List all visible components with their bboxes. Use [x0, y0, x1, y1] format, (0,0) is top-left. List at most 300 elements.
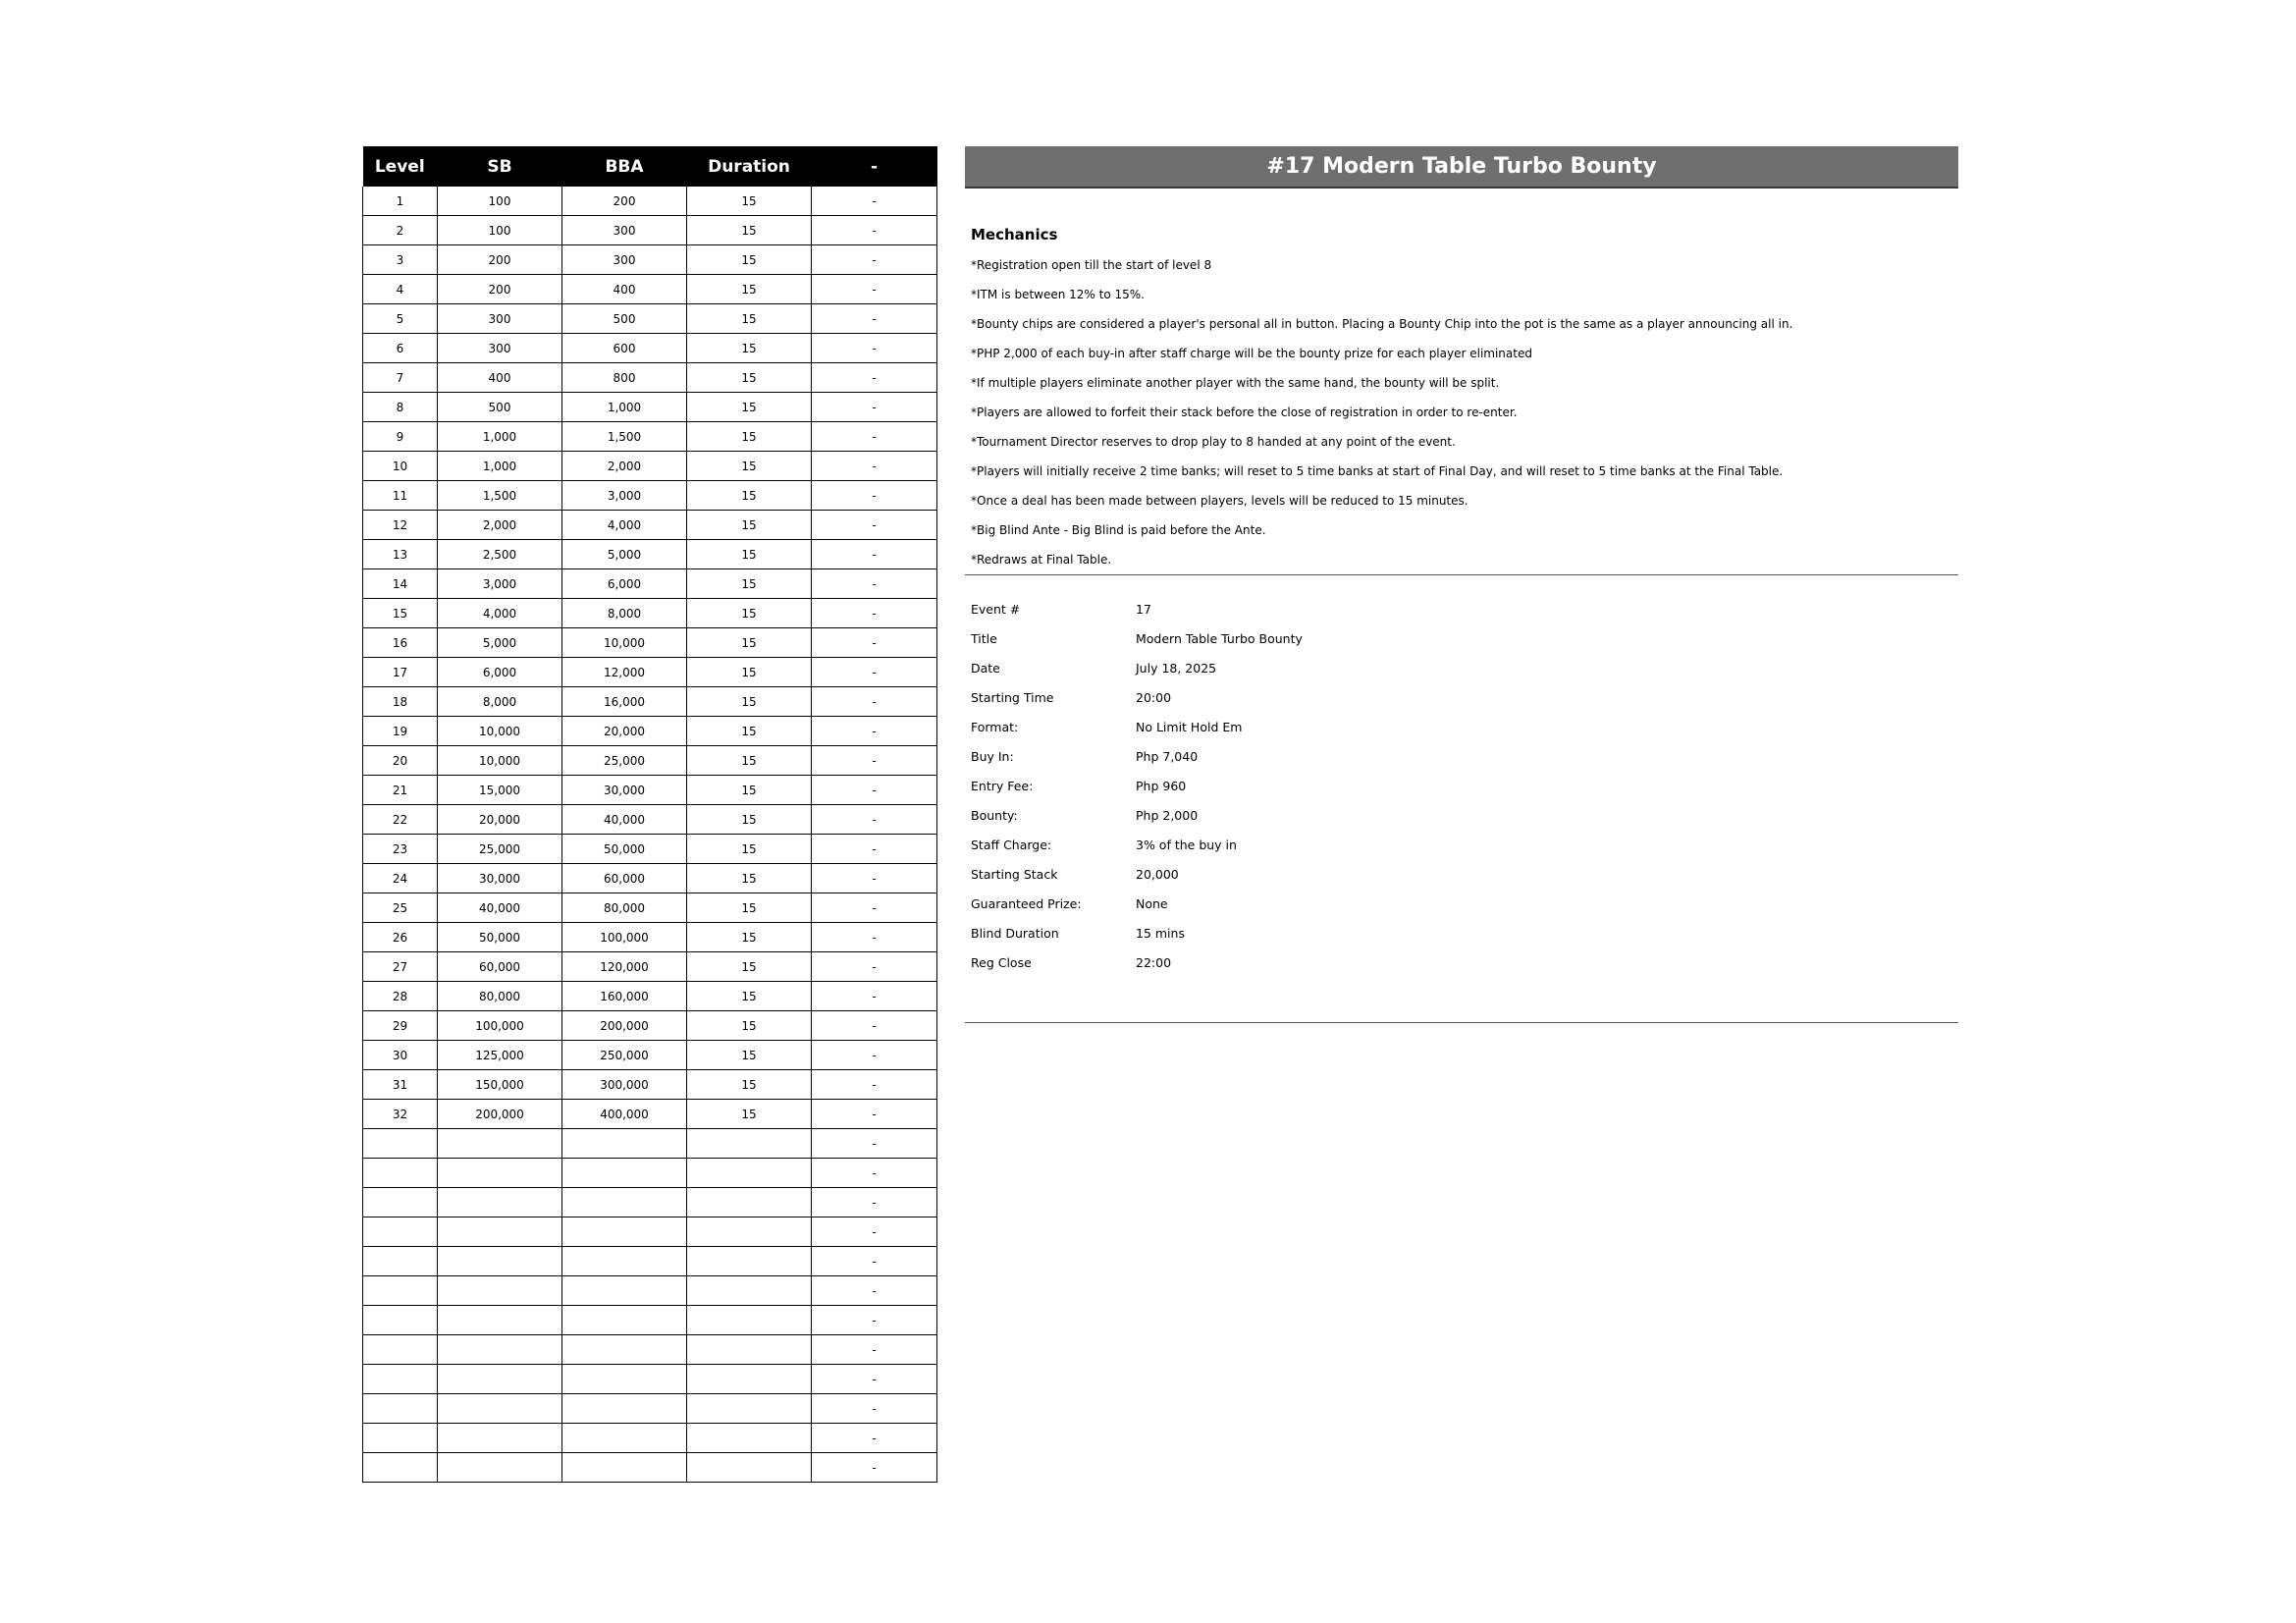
cell-level — [363, 1394, 438, 1424]
cell-sb: 1,500 — [438, 481, 562, 511]
cell-sb: 150,000 — [438, 1070, 562, 1100]
divider — [965, 1022, 1958, 1023]
mechanics-heading: Mechanics — [971, 226, 1058, 243]
table-row — [363, 923, 937, 952]
cell-sb — [438, 1394, 562, 1424]
cell-dash: - — [812, 1217, 937, 1247]
detail-value: Php 960 — [1136, 779, 1187, 793]
cell-duration: 15 — [687, 481, 812, 511]
cell-duration: 15 — [687, 334, 812, 363]
cell-duration: 15 — [687, 893, 812, 923]
cell-dash: - — [812, 1188, 937, 1217]
table-row — [363, 628, 937, 658]
cell-duration: 15 — [687, 805, 812, 835]
cell-bba: 200,000 — [562, 1011, 687, 1041]
table-row — [363, 569, 937, 599]
cell-sb: 40,000 — [438, 893, 562, 923]
detail-label: Format: — [971, 720, 1019, 734]
cell-sb — [438, 1129, 562, 1159]
cell-level: 29 — [363, 1011, 438, 1041]
cell-duration — [687, 1276, 812, 1306]
table-header-row — [363, 146, 937, 187]
cell-sb: 1,000 — [438, 452, 562, 481]
mechanics-section — [965, 223, 1958, 574]
cell-level: 5 — [363, 304, 438, 334]
cell-duration — [687, 1129, 812, 1159]
cell-sb — [438, 1247, 562, 1276]
detail-row — [971, 713, 1958, 742]
cell-dash: - — [812, 864, 937, 893]
cell-level: 1 — [363, 187, 438, 216]
detail-value: 20:00 — [1136, 690, 1172, 705]
mechanics-item: *Players will initially receive 2 time banks; will reset to 5 time banks at start of Final Day, and will reset to 5 time banks at the Final Table. — [971, 464, 1784, 478]
cell-dash: - — [812, 511, 937, 540]
table-row — [363, 599, 937, 628]
cell-bba: 100,000 — [562, 923, 687, 952]
mechanics-item: *Once a deal has been made between players, levels will be reduced to 15 minutes. — [971, 494, 1468, 508]
cell-dash: - — [812, 1424, 937, 1453]
cell-duration: 15 — [687, 776, 812, 805]
detail-value: 22:00 — [1136, 955, 1172, 970]
cell-dash: - — [812, 1453, 937, 1483]
cell-level: 23 — [363, 835, 438, 864]
cell-level: 16 — [363, 628, 438, 658]
table-row — [363, 746, 937, 776]
cell-duration — [687, 1188, 812, 1217]
mechanics-item: *ITM is between 12% to 15%. — [971, 288, 1145, 301]
table-row — [363, 1159, 937, 1188]
cell-bba — [562, 1188, 687, 1217]
detail-label: Blind Duration — [971, 926, 1059, 941]
table-row — [363, 363, 937, 393]
cell-sb: 2,000 — [438, 511, 562, 540]
table-row — [363, 1011, 937, 1041]
cell-bba: 160,000 — [562, 982, 687, 1011]
cell-bba: 50,000 — [562, 835, 687, 864]
detail-row — [971, 772, 1958, 801]
cell-dash: - — [812, 628, 937, 658]
cell-level: 10 — [363, 452, 438, 481]
cell-bba: 2,000 — [562, 452, 687, 481]
table-row — [363, 1217, 937, 1247]
cell-dash: - — [812, 569, 937, 599]
cell-bba: 20,000 — [562, 717, 687, 746]
cell-level — [363, 1306, 438, 1335]
cell-level — [363, 1276, 438, 1306]
cell-level: 19 — [363, 717, 438, 746]
cell-duration: 15 — [687, 245, 812, 275]
mechanics-item: *Big Blind Ante - Big Blind is paid before the Ante. — [971, 523, 1266, 537]
cell-level: 4 — [363, 275, 438, 304]
cell-duration — [687, 1335, 812, 1365]
cell-level: 7 — [363, 363, 438, 393]
cell-bba: 5,000 — [562, 540, 687, 569]
cell-sb: 80,000 — [438, 982, 562, 1011]
detail-row — [971, 831, 1958, 860]
mechanics-item: *Registration open till the start of level 8 — [971, 258, 1212, 272]
mechanics-item: *PHP 2,000 of each buy-in after staff charge will be the bounty prize for each player eliminated — [971, 347, 1532, 360]
table-row — [363, 540, 937, 569]
cell-level — [363, 1247, 438, 1276]
cell-dash: - — [812, 805, 937, 835]
mechanics-item: *Redraws at Final Table. — [971, 553, 1112, 567]
detail-label: Starting Stack — [971, 867, 1058, 882]
cell-sb: 50,000 — [438, 923, 562, 952]
cell-level: 14 — [363, 569, 438, 599]
cell-bba: 800 — [562, 363, 687, 393]
column-header-sb: SB — [438, 146, 562, 187]
cell-duration: 15 — [687, 393, 812, 422]
cell-dash: - — [812, 304, 937, 334]
cell-level: 8 — [363, 393, 438, 422]
cell-level: 18 — [363, 687, 438, 717]
table-row — [363, 1365, 937, 1394]
cell-bba: 12,000 — [562, 658, 687, 687]
table-row — [363, 393, 937, 422]
mechanics-item: *Bounty chips are considered a player's personal all in button. Placing a Bounty Chip into the pot is the same as a player announcing all in. — [971, 317, 1793, 331]
cell-sb — [438, 1159, 562, 1188]
cell-duration — [687, 1453, 812, 1483]
cell-sb: 1,000 — [438, 422, 562, 452]
detail-value: 20,000 — [1136, 867, 1179, 882]
cell-duration: 15 — [687, 216, 812, 245]
table-row — [363, 776, 937, 805]
cell-dash: - — [812, 1129, 937, 1159]
cell-sb: 3,000 — [438, 569, 562, 599]
cell-level: 25 — [363, 893, 438, 923]
detail-label: Date — [971, 661, 1000, 676]
cell-dash: - — [812, 1041, 937, 1070]
cell-level — [363, 1453, 438, 1483]
detail-row — [971, 683, 1958, 713]
table-row — [363, 481, 937, 511]
cell-bba: 60,000 — [562, 864, 687, 893]
cell-sb: 6,000 — [438, 658, 562, 687]
cell-level: 6 — [363, 334, 438, 363]
detail-value: Php 2,000 — [1136, 808, 1199, 823]
cell-dash: - — [812, 1276, 937, 1306]
cell-level — [363, 1217, 438, 1247]
cell-duration: 15 — [687, 835, 812, 864]
cell-level: 28 — [363, 982, 438, 1011]
cell-duration — [687, 1217, 812, 1247]
table-row — [363, 1306, 937, 1335]
table-row — [363, 452, 937, 481]
column-header-level: Level — [363, 146, 438, 187]
cell-duration: 15 — [687, 628, 812, 658]
cell-bba: 3,000 — [562, 481, 687, 511]
mechanics-list — [971, 250, 1958, 574]
cell-bba — [562, 1424, 687, 1453]
cell-sb: 20,000 — [438, 805, 562, 835]
cell-dash: - — [812, 1335, 937, 1365]
cell-sb: 200 — [438, 275, 562, 304]
cell-sb: 500 — [438, 393, 562, 422]
cell-dash: - — [812, 1070, 937, 1100]
cell-dash: - — [812, 1247, 937, 1276]
table-row — [363, 511, 937, 540]
cell-dash: - — [812, 540, 937, 569]
detail-row — [971, 801, 1958, 831]
cell-level: 15 — [363, 599, 438, 628]
cell-duration: 15 — [687, 275, 812, 304]
cell-dash: - — [812, 982, 937, 1011]
cell-sb: 125,000 — [438, 1041, 562, 1070]
cell-duration: 15 — [687, 511, 812, 540]
cell-bba: 200 — [562, 187, 687, 216]
cell-bba: 6,000 — [562, 569, 687, 599]
cell-level: 11 — [363, 481, 438, 511]
cell-level: 27 — [363, 952, 438, 982]
detail-value: Php 7,040 — [1136, 749, 1199, 764]
blind-structure-table — [362, 146, 937, 1483]
cell-sb: 30,000 — [438, 864, 562, 893]
detail-value: July 18, 2025 — [1136, 661, 1217, 676]
cell-bba: 300 — [562, 245, 687, 275]
cell-duration: 15 — [687, 952, 812, 982]
cell-level — [363, 1335, 438, 1365]
table-row — [363, 304, 937, 334]
cell-dash: - — [812, 746, 937, 776]
cell-level — [363, 1129, 438, 1159]
cell-duration: 15 — [687, 1070, 812, 1100]
cell-duration — [687, 1394, 812, 1424]
cell-bba — [562, 1335, 687, 1365]
event-panel — [965, 146, 1958, 1023]
table-row — [363, 1247, 937, 1276]
cell-sb: 100 — [438, 216, 562, 245]
table-row — [363, 216, 937, 245]
cell-level: 22 — [363, 805, 438, 835]
cell-level: 12 — [363, 511, 438, 540]
cell-duration: 15 — [687, 540, 812, 569]
cell-sb: 200,000 — [438, 1100, 562, 1129]
cell-bba — [562, 1159, 687, 1188]
cell-level — [363, 1188, 438, 1217]
event-details — [965, 575, 1958, 978]
cell-dash: - — [812, 1100, 937, 1129]
cell-bba — [562, 1276, 687, 1306]
table-row — [363, 658, 937, 687]
detail-label: Buy In: — [971, 749, 1014, 764]
detail-value: None — [1136, 896, 1168, 911]
cell-level: 21 — [363, 776, 438, 805]
cell-bba: 16,000 — [562, 687, 687, 717]
cell-dash: - — [812, 481, 937, 511]
detail-row — [971, 919, 1958, 948]
cell-level: 31 — [363, 1070, 438, 1100]
cell-duration — [687, 1424, 812, 1453]
detail-label: Entry Fee: — [971, 779, 1034, 793]
cell-level: 26 — [363, 923, 438, 952]
cell-dash: - — [812, 393, 937, 422]
cell-duration — [687, 1247, 812, 1276]
cell-dash: - — [812, 1011, 937, 1041]
cell-bba: 500 — [562, 304, 687, 334]
cell-sb: 200 — [438, 245, 562, 275]
cell-duration: 15 — [687, 923, 812, 952]
cell-duration — [687, 1306, 812, 1335]
cell-sb: 300 — [438, 334, 562, 363]
cell-sb — [438, 1453, 562, 1483]
cell-sb — [438, 1306, 562, 1335]
cell-duration: 15 — [687, 658, 812, 687]
cell-level: 17 — [363, 658, 438, 687]
column-header-bba: BBA — [562, 146, 687, 187]
cell-duration: 15 — [687, 746, 812, 776]
cell-duration: 15 — [687, 687, 812, 717]
cell-duration: 15 — [687, 452, 812, 481]
cell-sb: 300 — [438, 304, 562, 334]
cell-sb — [438, 1188, 562, 1217]
table-row — [363, 275, 937, 304]
cell-duration: 15 — [687, 982, 812, 1011]
column-header-dash: - — [812, 146, 937, 187]
cell-level: 24 — [363, 864, 438, 893]
cell-dash: - — [812, 1159, 937, 1188]
detail-row — [971, 595, 1958, 624]
detail-label: Title — [971, 631, 997, 646]
cell-bba — [562, 1129, 687, 1159]
table-row — [363, 334, 937, 363]
cell-dash: - — [812, 893, 937, 923]
cell-sb: 100,000 — [438, 1011, 562, 1041]
cell-bba: 1,000 — [562, 393, 687, 422]
detail-row — [971, 948, 1958, 978]
cell-level: 32 — [363, 1100, 438, 1129]
detail-label: Bounty: — [971, 808, 1018, 823]
cell-dash: - — [812, 1306, 937, 1335]
detail-value: 3% of the buy in — [1136, 838, 1237, 852]
mechanics-item: *If multiple players eliminate another player with the same hand, the bounty will be split. — [971, 376, 1500, 390]
cell-bba: 25,000 — [562, 746, 687, 776]
cell-sb: 5,000 — [438, 628, 562, 658]
cell-level — [363, 1365, 438, 1394]
cell-bba: 120,000 — [562, 952, 687, 982]
cell-dash: - — [812, 835, 937, 864]
detail-value: No Limit Hold Em — [1136, 720, 1243, 734]
cell-bba: 40,000 — [562, 805, 687, 835]
cell-dash: - — [812, 599, 937, 628]
detail-row — [971, 742, 1958, 772]
cell-bba: 10,000 — [562, 628, 687, 658]
cell-dash: - — [812, 245, 937, 275]
cell-duration: 15 — [687, 422, 812, 452]
cell-duration: 15 — [687, 1011, 812, 1041]
cell-duration: 15 — [687, 187, 812, 216]
detail-label: Event # — [971, 602, 1021, 617]
cell-level: 13 — [363, 540, 438, 569]
table-row — [363, 1100, 937, 1129]
cell-bba: 600 — [562, 334, 687, 363]
cell-bba — [562, 1217, 687, 1247]
mechanics-item: *Players are allowed to forfeit their stack before the close of registration in order to re-enter. — [971, 406, 1518, 419]
cell-level: 9 — [363, 422, 438, 452]
cell-sb: 15,000 — [438, 776, 562, 805]
table-row — [363, 952, 937, 982]
detail-row — [971, 654, 1958, 683]
cell-bba — [562, 1394, 687, 1424]
blind-table-body — [363, 187, 937, 1483]
detail-value: Modern Table Turbo Bounty — [1136, 631, 1303, 646]
event-title: #17 Modern Table Turbo Bounty — [965, 146, 1958, 189]
table-row — [363, 1070, 937, 1100]
cell-duration: 15 — [687, 304, 812, 334]
cell-dash: - — [812, 658, 937, 687]
cell-dash: - — [812, 717, 937, 746]
table-row — [363, 1394, 937, 1424]
cell-sb: 10,000 — [438, 717, 562, 746]
cell-duration: 15 — [687, 599, 812, 628]
detail-value: 15 mins — [1136, 926, 1185, 941]
table-row — [363, 982, 937, 1011]
table-row — [363, 717, 937, 746]
cell-level: 30 — [363, 1041, 438, 1070]
table-row — [363, 1453, 937, 1483]
cell-sb: 400 — [438, 363, 562, 393]
cell-sb: 25,000 — [438, 835, 562, 864]
cell-level: 3 — [363, 245, 438, 275]
cell-sb — [438, 1335, 562, 1365]
table-row — [363, 864, 937, 893]
cell-duration: 15 — [687, 1041, 812, 1070]
table-row — [363, 1129, 937, 1159]
cell-bba: 300,000 — [562, 1070, 687, 1100]
cell-sb: 60,000 — [438, 952, 562, 982]
cell-dash: - — [812, 952, 937, 982]
cell-duration: 15 — [687, 717, 812, 746]
cell-sb: 8,000 — [438, 687, 562, 717]
detail-label: Reg Close — [971, 955, 1032, 970]
cell-level: 2 — [363, 216, 438, 245]
detail-value: 17 — [1136, 602, 1151, 617]
detail-row — [971, 890, 1958, 919]
cell-sb: 2,500 — [438, 540, 562, 569]
table-row — [363, 1188, 937, 1217]
cell-bba: 400,000 — [562, 1100, 687, 1129]
cell-duration: 15 — [687, 569, 812, 599]
cell-duration: 15 — [687, 363, 812, 393]
cell-sb: 10,000 — [438, 746, 562, 776]
cell-dash: - — [812, 923, 937, 952]
mechanics-item: *Tournament Director reserves to drop play to 8 handed at any point of the event. — [971, 435, 1456, 449]
cell-duration: 15 — [687, 864, 812, 893]
cell-sb — [438, 1217, 562, 1247]
cell-duration: 15 — [687, 1100, 812, 1129]
cell-bba — [562, 1453, 687, 1483]
cell-dash: - — [812, 1394, 937, 1424]
cell-level — [363, 1424, 438, 1453]
table-row — [363, 422, 937, 452]
cell-bba: 1,500 — [562, 422, 687, 452]
cell-level — [363, 1159, 438, 1188]
table-row — [363, 1276, 937, 1306]
table-row — [363, 1335, 937, 1365]
cell-bba: 400 — [562, 275, 687, 304]
cell-level: 20 — [363, 746, 438, 776]
cell-duration — [687, 1159, 812, 1188]
cell-dash: - — [812, 776, 937, 805]
cell-dash: - — [812, 1365, 937, 1394]
table-row — [363, 1041, 937, 1070]
cell-sb — [438, 1424, 562, 1453]
cell-dash: - — [812, 216, 937, 245]
cell-bba: 4,000 — [562, 511, 687, 540]
cell-bba — [562, 1247, 687, 1276]
cell-bba: 80,000 — [562, 893, 687, 923]
cell-sb: 4,000 — [438, 599, 562, 628]
cell-dash: - — [812, 422, 937, 452]
